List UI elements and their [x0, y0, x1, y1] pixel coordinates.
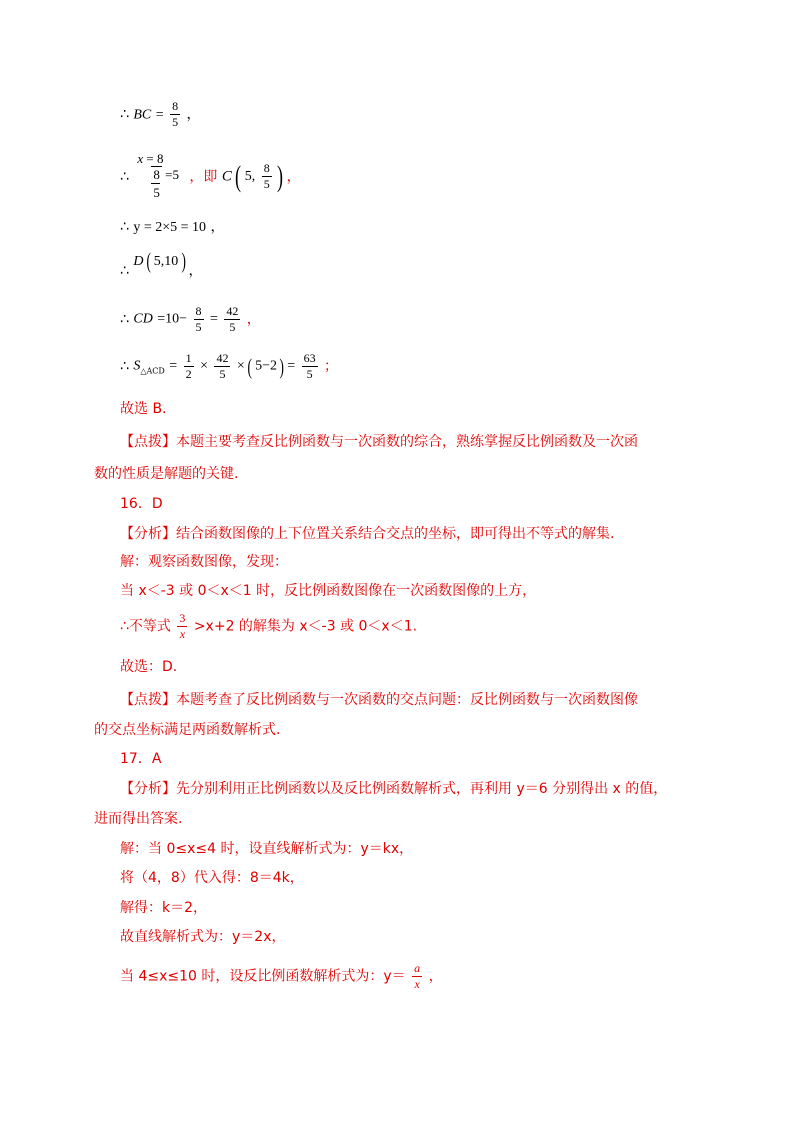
therefore-symbol: ∴	[120, 311, 129, 328]
therefore-symbol: ∴	[120, 263, 129, 279]
fraction: $\frac{42}{5}$	[216, 351, 229, 382]
analysis-16: 【分析】结合函数图像的上下位置关系结合交点的坐标，即可得出不等式的解集.	[120, 526, 615, 542]
equation-cd: ∴ CD =10− $\frac{8}{5}$ = $\frac{42}{5}$ ，	[120, 304, 261, 335]
equation-area: ∴ $S_{\triangle ACD}$ = $\frac{1}{2}$ × $\frac{42}{5}$ × ( 5−2 ) = $\frac{63}{5}$ ；	[120, 351, 339, 382]
tip-paragraph-2: 【点拨】本题考查了反比例函数与一次函数的交点问题：反比例函数与一次函数图像	[120, 692, 638, 708]
analysis-17: 【分析】先分别利用正比例函数以及反比例函数解析式，再利用 y＝6 分别得出 x 的值，	[120, 781, 668, 797]
bc-label: BC	[133, 107, 152, 123]
solution-17-case1: 解：当 0≤x≤4 时，设直线解析式为：y＝kx，	[120, 841, 414, 857]
equation-bc: ∴ BC = $\frac{8}{5}$ ，	[120, 99, 201, 130]
equation-y-value: ∴ y = 2×5 = 10 ，	[120, 219, 225, 235]
fraction: $\frac{8}{5}$	[172, 99, 179, 130]
analysis-17-cont: 进而得出答案.	[94, 811, 183, 827]
nested-fraction: x = 8 8 =5 5	[137, 152, 179, 202]
fraction: $\frac{3}{x}$	[179, 611, 186, 642]
fraction: $\frac{1}{2}$	[185, 351, 192, 382]
fraction: $\frac{a}{x}$	[414, 961, 421, 992]
answer-line: 故选 B.	[120, 401, 167, 417]
therefore-symbol: ∴	[120, 168, 129, 185]
fraction: $\frac{8}{5}$	[195, 304, 202, 335]
solution-16-condition: 当 x＜-3 或 0＜x＜1 时，反比例函数图像在一次函数图像的上方，	[120, 583, 537, 599]
therefore-symbol: ∴	[120, 358, 129, 375]
equation-x-value: ∴ x = 8 8 =5 5 ，即 C ( 5, $\frac{8}{5}$ ) ，	[120, 152, 301, 202]
answer-16: 故选：D.	[120, 659, 178, 675]
fraction: $\frac{63}{5}$	[303, 351, 316, 382]
solution-17-substitute: 将（4，8）代入得：8＝4k，	[120, 870, 304, 886]
point-d: ∴ D ( 5,10 ) ，	[120, 248, 203, 279]
fraction: $\frac{42}{5}$	[226, 304, 239, 335]
therefore-symbol: ∴	[120, 106, 129, 123]
solution-17-k: 解得：k＝2，	[120, 900, 208, 916]
solution-16-result: ∴不等式 $\frac{3}{x}$ >x+2 的解集为 x＜-3 或 0＜x＜1.	[120, 611, 418, 642]
question-17-heading: 17．A	[120, 751, 162, 767]
tip-paragraph-2-cont: 的交点坐标满足两函数解析式.	[94, 722, 281, 738]
fraction: $\frac{8}{5}$	[263, 161, 270, 192]
solution-17-case2: 当 4≤x≤10 时，设反比例函数解析式为：y＝ $\frac{a}{x}$ ，	[120, 961, 443, 992]
therefore-symbol: ∴	[120, 219, 129, 235]
point-c: C	[221, 168, 232, 185]
question-16-heading: 16．D	[120, 496, 163, 512]
tip-paragraph-1-cont: 数的性质是解题的关键.	[94, 466, 239, 482]
solution-16-intro: 解：观察函数图像，发现：	[120, 554, 288, 570]
tip-paragraph-1: 【点拨】本题主要考查反比例函数与一次函数的综合，熟练掌握反比例函数及一次函	[120, 434, 638, 450]
solution-17-line: 故直线解析式为：y＝2x，	[120, 929, 286, 945]
